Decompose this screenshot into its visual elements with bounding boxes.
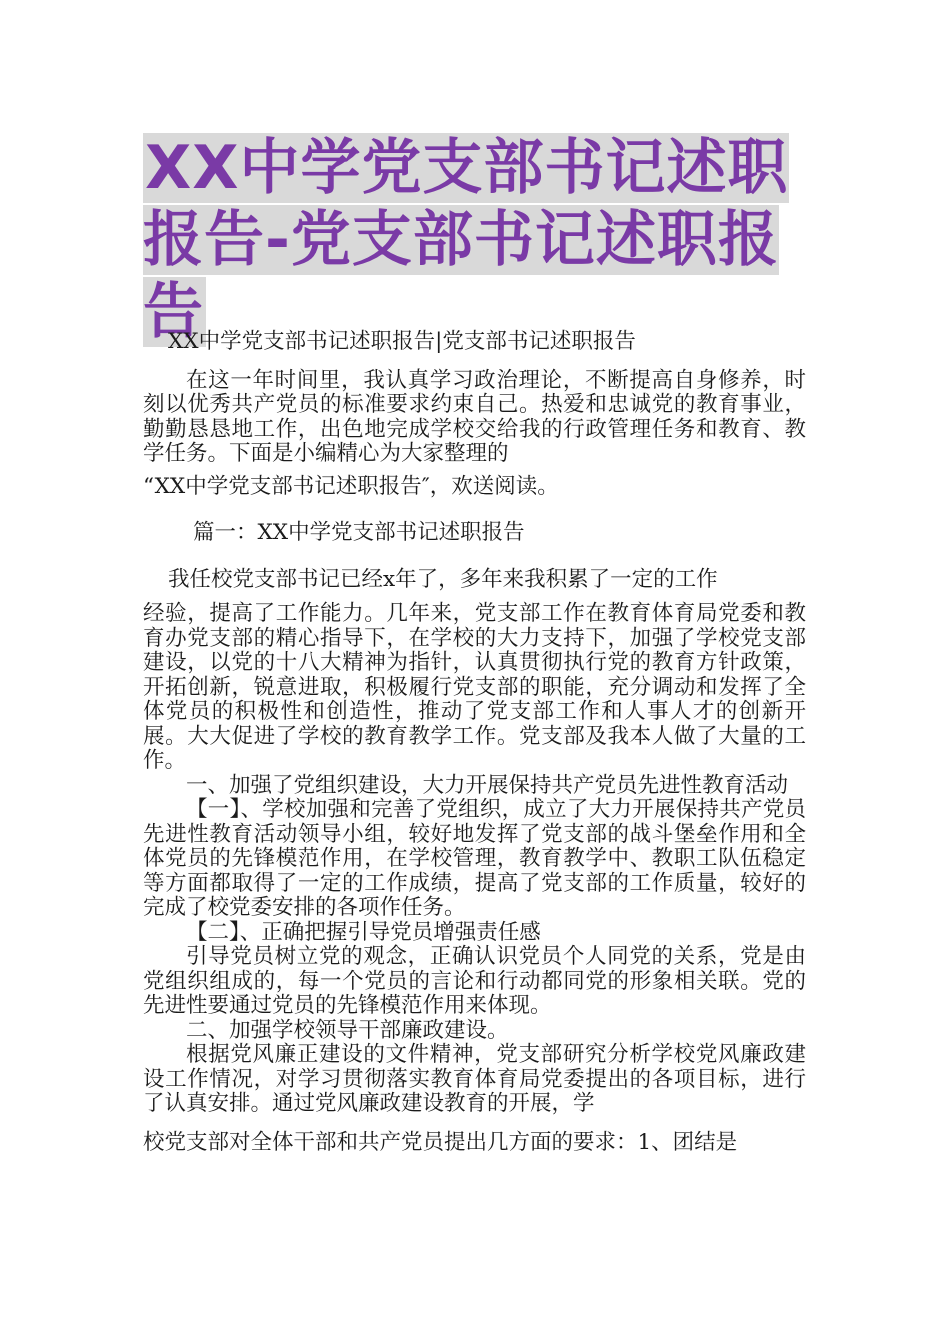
paragraph-lead: 我任校党支部书记已经x年了，多年来我积累了一定的工作	[168, 566, 718, 592]
list-item-2-heading: 【二】、正确把握引导党员增强责任感	[186, 919, 541, 945]
document-title	[143, 132, 813, 348]
section-heading-2: 二、加强学校领导干部廉政建设。	[186, 1017, 509, 1043]
document-title-text: XX中学党支部书记述职报告-党支部书记述职报告	[143, 133, 789, 347]
paragraph-continuation: 经验，提高了工作能力。几年来，党支部工作在教育体育局党委和教育办党支部的精心指导下，在学校的大力支持下，加强了学校党支部建设，以党的十八大精神为指针，认真贯彻执行党的教育方针政策，开拓创新，锐意进取，积极履行党支部的职能，充分调动和发挥了全体党员的积极性和创造性，推动了党支部工作和人事人才的创新开展。大大促进了学校的教育教学工作。党支部及我本人做了大量的工作。	[143, 601, 806, 773]
section-2-paragraph: 根据党风廉正建设的文件精神，党支部研究分析学校党风廉政建设工作情况，对学习贯彻落实教育体育局党委提出的各项目标，进行了认真安排。通过党风廉政建设教育的开展，学	[143, 1042, 806, 1116]
section-heading-1: 一、加强了党组织建设，大力开展保持共产党员先进性教育活动	[186, 772, 789, 798]
section-2-paragraph-cont: 校党支部对全体干部和共产党员提出几方面的要求：1、团结是	[143, 1129, 738, 1155]
list-item-1: 【一】、学校加强和完善了党组织，成立了大力开展保持共产党员先进性教育活动领导小组，较好地发挥了党支部的战斗堡垒作用和全体党员的先锋模范作用，在学校管理，教育教学中、教职工队伍稳定等方面都取得了一定的工作成绩，提高了党支部的工作质量，较好的完成了校党委安排的各项作任务。	[143, 797, 806, 920]
document-body	[143, 330, 806, 1155]
intro-paragraph-end: “XX中学党支部书记述职报告″，欢送阅读。	[143, 473, 559, 499]
intro-paragraph: 在这一年时间里，我认真学习政治理论，不断提高自身修养，时刻以优秀共产党员的标准要求约束自己。热爱和忠诚党的教育事业，勤勤恳恳地工作，出色地完成学校交给我的行政管理任务和教育、教学任务。下面是小编精心为大家整理的	[143, 367, 806, 466]
list-item-2-text: 引导党员树立党的观念，正确认识党员个人同党的关系，党是由党组织组成的，每一个党员的言论和行动都同党的形象相关联。党的先进性要通过党员的先锋模范作用来体现。	[143, 944, 806, 1018]
document-subtitle: XX中学党支部书记述职报告|党支部书记述职报告	[168, 329, 636, 354]
chapter-title: 篇一：XX中学党支部书记述职报告	[193, 520, 525, 545]
